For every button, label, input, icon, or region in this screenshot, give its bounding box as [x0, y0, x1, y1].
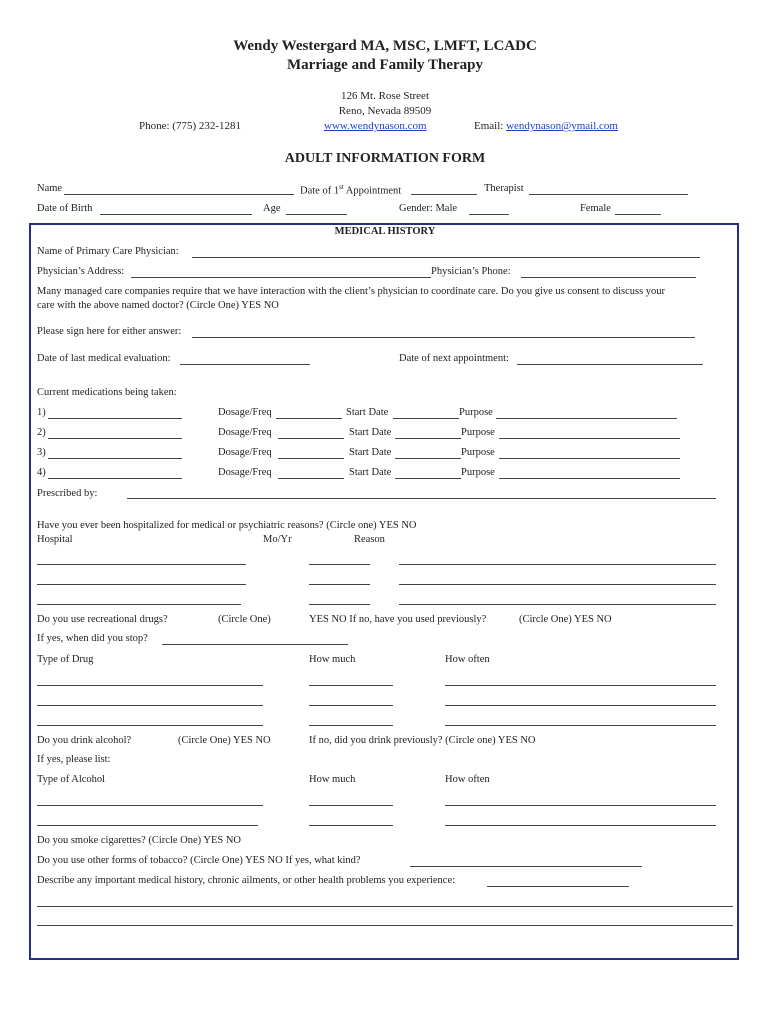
reason-field[interactable]	[399, 604, 716, 605]
med-start-label: Start Date	[346, 407, 389, 418]
consent-text-2: care with the above named doctor? (Circle One) YES NO	[37, 300, 279, 311]
hospital-field[interactable]	[37, 584, 246, 585]
drug-type-field[interactable]	[37, 705, 263, 706]
age-field[interactable]	[286, 214, 347, 215]
signature-label: Please sign here for either answer:	[37, 326, 182, 337]
form-title: ADULT INFORMATION FORM	[284, 151, 486, 166]
describe-line[interactable]	[37, 925, 733, 926]
alcohol-much-field[interactable]	[309, 825, 393, 826]
med-start-label: Start Date	[349, 467, 392, 478]
dob-label: Date of Birth	[37, 203, 93, 214]
smoke-question: Do you smoke cigarettes? (Circle One) YES NO	[37, 835, 242, 846]
alcohol-often-field[interactable]	[445, 825, 716, 826]
drugs-yes-no-previous: YES NO If no, have you used previously?	[309, 614, 487, 625]
med-purpose-field[interactable]	[496, 418, 677, 419]
alcohol-often-field[interactable]	[445, 805, 716, 806]
med-purpose-label: Purpose	[461, 427, 495, 438]
last-eval-label: Date of last medical evaluation:	[37, 353, 171, 364]
phone-text: Phone: (775) 232-1281	[139, 120, 242, 132]
alcohol-type-field[interactable]	[37, 825, 258, 826]
med-start-field[interactable]	[393, 418, 459, 419]
moyr-field[interactable]	[309, 564, 370, 565]
med-purpose-field[interactable]	[499, 438, 680, 439]
drug-much-field[interactable]	[309, 705, 393, 706]
physician-phone-label: Physician’s Phone:	[431, 266, 511, 277]
name-label: Name	[37, 183, 63, 194]
drug-how-much-column: How much	[309, 654, 356, 665]
address-city: Reno, Nevada 89509	[338, 105, 432, 117]
prescribed-field[interactable]	[127, 498, 716, 499]
med-start-field[interactable]	[395, 438, 461, 439]
male-field[interactable]	[469, 214, 509, 215]
drug-much-field[interactable]	[309, 725, 393, 726]
drug-type-field[interactable]	[37, 725, 263, 726]
next-appt-label: Date of next appointment:	[399, 353, 509, 364]
female-label: Female	[580, 203, 611, 214]
alcohol-question: Do you drink alcohol?	[37, 735, 132, 746]
signature-field[interactable]	[192, 337, 695, 338]
gender-male-label: Gender: Male	[399, 203, 458, 214]
therapist-name: Wendy Westergard MA, MSC, LMFT, LCADC	[233, 38, 537, 54]
reason-column: Reason	[354, 534, 385, 545]
reason-field[interactable]	[399, 564, 716, 565]
med-num: 1)	[37, 407, 46, 418]
drug-type-field[interactable]	[37, 685, 263, 686]
physician-address-label: Physician’s Address:	[37, 266, 125, 277]
pcp-label: Name of Primary Care Physician:	[37, 246, 179, 257]
alcohol-often-column: How often	[445, 774, 490, 785]
med-dosage-label: Dosage/Freq	[218, 407, 272, 418]
drugs-question: Do you use recreational drugs?	[37, 614, 168, 625]
describe-line[interactable]	[37, 906, 733, 907]
alcohol-list-label: If yes, please list:	[37, 754, 111, 765]
med-purpose-label: Purpose	[461, 447, 495, 458]
stop-question: If yes, when did you stop?	[37, 633, 148, 644]
alcohol-previous: If no, did you drink previously? (Circle one) YES NO	[309, 735, 536, 746]
med-dosage-label: Dosage/Freq	[218, 467, 272, 478]
med-dosage-field[interactable]	[278, 478, 344, 479]
email-label: Email:	[474, 120, 507, 132]
drug-often-field[interactable]	[445, 705, 716, 706]
med-name-field[interactable]	[48, 458, 182, 459]
reason-field[interactable]	[399, 584, 716, 585]
female-field[interactable]	[615, 214, 661, 215]
practice-name: Marriage and Family Therapy	[287, 57, 483, 73]
address-street: 126 Mt. Rose Street	[341, 90, 429, 102]
medications-heading: Current medications being taken:	[37, 387, 177, 398]
medical-history-title: MEDICAL HISTORY	[334, 226, 436, 237]
med-num: 3)	[37, 447, 46, 458]
last-eval-field[interactable]	[180, 364, 310, 365]
first-appointment-field[interactable]	[411, 194, 477, 195]
tobacco-question: Do you use other forms of tobacco? (Circle One) YES NO If yes, what kind?	[37, 855, 361, 866]
med-dosage-label: Dosage/Freq	[218, 427, 272, 438]
hospital-column: Hospital	[37, 534, 73, 545]
hospital-question: Have you ever been hospitalized for medical or psychiatric reasons? (Circle one) YES NO	[37, 520, 417, 531]
hospital-field[interactable]	[37, 604, 241, 605]
med-start-label: Start Date	[349, 447, 392, 458]
moyr-field[interactable]	[309, 584, 370, 585]
drug-much-field[interactable]	[309, 685, 393, 686]
drugs-circle-one: (Circle One)	[218, 614, 271, 625]
alcohol-much-field[interactable]	[309, 805, 393, 806]
therapist-label: Therapist	[484, 183, 524, 194]
moyr-column: Mo/Yr	[263, 534, 292, 545]
name-field[interactable]	[64, 194, 294, 195]
med-name-field[interactable]	[48, 438, 182, 439]
therapist-field[interactable]	[529, 194, 688, 195]
med-name-field[interactable]	[48, 418, 182, 419]
hospital-field[interactable]	[37, 564, 246, 565]
describe-field[interactable]	[487, 886, 629, 887]
drug-often-field[interactable]	[445, 725, 716, 726]
med-num: 4)	[37, 467, 46, 478]
first-appointment-label: Date of 1st Appointment	[300, 183, 402, 197]
dob-field[interactable]	[100, 214, 252, 215]
drug-how-often-column: How often	[445, 654, 490, 665]
med-purpose-label: Purpose	[461, 467, 495, 478]
med-purpose-field[interactable]	[499, 458, 680, 459]
consent-text-1: Many managed care companies require that we have interaction with the client’s physician to coordinate care. Do you give us consent to discuss your	[37, 286, 666, 297]
med-start-field[interactable]	[395, 478, 461, 479]
moyr-field[interactable]	[309, 604, 370, 605]
tobacco-field[interactable]	[410, 866, 642, 867]
age-label: Age	[263, 203, 281, 214]
med-dosage-field[interactable]	[276, 418, 342, 419]
med-dosage-label: Dosage/Freq	[218, 447, 272, 458]
drug-often-field[interactable]	[445, 685, 716, 686]
describe-question: Describe any important medical history, chronic ailments, or other health problems you experience:	[37, 875, 456, 886]
alcohol-type-column: Type of Alcohol	[37, 774, 106, 785]
med-name-field[interactable]	[48, 478, 182, 479]
alcohol-circle-one: (Circle One) YES NO	[178, 735, 271, 746]
drugs-previous-circle: (Circle One) YES NO	[519, 614, 612, 625]
next-appt-field[interactable]	[517, 364, 703, 365]
alcohol-much-column: How much	[309, 774, 356, 785]
med-start-label: Start Date	[349, 427, 392, 438]
email-row	[474, 120, 618, 132]
stop-field[interactable]	[162, 644, 348, 645]
med-purpose-label: Purpose	[459, 407, 493, 418]
physician-phone-field[interactable]	[521, 277, 696, 278]
med-start-field[interactable]	[395, 458, 461, 459]
website-link[interactable]: www.wendynason.com	[324, 120, 427, 132]
med-dosage-field[interactable]	[278, 458, 344, 459]
email-link[interactable]: wendynason@ymail.com	[506, 120, 618, 132]
med-dosage-field[interactable]	[278, 438, 344, 439]
prescribed-label: Prescribed by:	[37, 488, 98, 499]
alcohol-type-field[interactable]	[37, 805, 263, 806]
med-num: 2)	[37, 427, 46, 438]
physician-address-field[interactable]	[131, 277, 431, 278]
drug-type-column: Type of Drug	[37, 654, 94, 665]
med-purpose-field[interactable]	[499, 478, 680, 479]
pcp-field[interactable]	[192, 257, 700, 258]
